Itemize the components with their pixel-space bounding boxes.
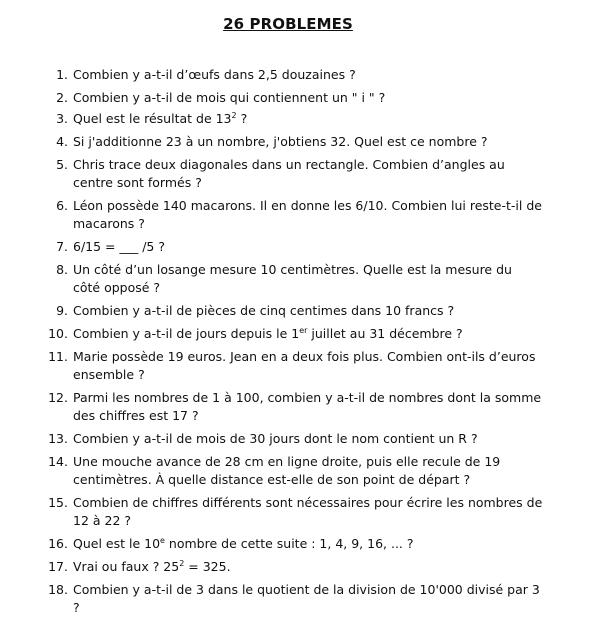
problem-text — [73, 66, 543, 84]
problem-text-segment: Vrai ou faux ? 25 — [73, 559, 180, 574]
problem-number: 8. — [56, 262, 68, 277]
problem-text-segment: Une mouche avance de 28 cm en ligne droite, puis elle recule de 19 centimètres. À quelle distance est-elle de son point de départ ? — [73, 454, 505, 487]
problem-text — [73, 325, 543, 343]
problem-text-segment: juillet au 31 décembre ? — [307, 326, 463, 341]
problem-number: 12. — [48, 390, 68, 405]
problem-text-segment: 6/15 = ___ /5 ? — [73, 239, 165, 254]
problem-number: 14. — [48, 454, 68, 469]
problem-text — [73, 430, 543, 448]
problem-text-segment: Quel est le 10 — [73, 536, 161, 551]
problem-text-segment: Si j'additionne 23 à un nombre, j'obtiens 32. Quel est ce nombre ? — [73, 134, 488, 149]
problem-text — [73, 494, 547, 530]
page-title: 26 PROBLEMES — [223, 15, 353, 33]
problem-text-segment: nombre de cette suite : 1, 4, 9, 16, ... ? — [164, 536, 414, 551]
problem-text-segment: Combien y a-t-il de 3 dans le quotient de la division de 10'000 divisé par 3 ? — [73, 582, 544, 615]
problem-text — [73, 302, 543, 320]
problem-number: 3. — [56, 111, 68, 126]
problem-number: 16. — [48, 536, 68, 551]
problem-number: 10. — [48, 326, 68, 341]
problem-number: 7. — [56, 239, 68, 254]
problem-text-segment: Marie possède 19 euros. Jean en a deux fois plus. Combien ont-ils d’euros ensemble ? — [73, 349, 540, 382]
problem-number: 11. — [48, 349, 68, 364]
problem-text-segment: ? — [236, 111, 248, 126]
problem-number: 4. — [56, 134, 68, 149]
problem-text-segment: Combien y a-t-il de pièces de cinq centimes dans 10 francs ? — [73, 303, 455, 318]
problem-number: 13. — [48, 431, 68, 446]
problem-text-segment: Quel est le résultat de 13 — [73, 111, 232, 126]
problem-text — [73, 89, 543, 107]
problem-text-segment: Léon possède 140 macarons. Il en donne les 6/10. Combien lui reste-t-il de macarons ? — [73, 198, 546, 231]
superscript-text: er — [299, 326, 308, 335]
problem-number: 5. — [56, 157, 68, 172]
problem-text — [73, 156, 543, 192]
superscript-text: e — [160, 536, 165, 545]
problem-number: 18. — [48, 582, 68, 597]
problem-number: 17. — [48, 559, 68, 574]
problem-text — [73, 389, 546, 425]
problem-text-segment: Un côté d’un losange mesure 10 centimètres. Quelle est la mesure du côté opposé ? — [73, 262, 516, 295]
problem-text — [73, 453, 543, 489]
problem-text — [73, 558, 543, 576]
problem-text — [73, 110, 543, 128]
superscript-text: 2 — [231, 111, 237, 120]
problem-text-segment: Parmi les nombres de 1 à 100, combien y a-t-il de nombres dont la somme des chiffres est 17 ? — [73, 390, 546, 423]
superscript-text: 2 — [179, 559, 185, 568]
problem-number: 9. — [56, 303, 68, 318]
problem-number: 6. — [56, 198, 68, 213]
problem-text-segment: Combien y a-t-il d’œufs dans 2,5 douzaines ? — [73, 67, 356, 82]
problem-text — [73, 238, 543, 256]
problem-text-segment: Combien de chiffres différents sont nécessaires pour écrire les nombres de 12 à 22 ? — [73, 495, 547, 528]
problem-text-segment: Combien y a-t-il de jours depuis le 1 — [73, 326, 300, 341]
problem-text — [73, 535, 543, 553]
problem-number: 2. — [56, 90, 68, 105]
problem-text-segment: Chris trace deux diagonales dans un rectangle. Combien d’angles au centre sont formés ? — [73, 157, 509, 190]
problem-text — [73, 197, 546, 233]
problem-text — [73, 348, 543, 384]
problem-number: 15. — [48, 495, 68, 510]
problem-text — [73, 581, 543, 617]
problem-number: 1. — [56, 67, 68, 82]
problem-text — [73, 261, 543, 297]
problem-text-segment: Combien y a-t-il de mois qui contiennent un " i " ? — [73, 90, 386, 105]
problem-text-segment: = 325. — [184, 559, 231, 574]
problem-text — [73, 133, 543, 151]
problem-text-segment: Combien y a-t-il de mois de 30 jours dont le nom contient un R ? — [73, 431, 478, 446]
